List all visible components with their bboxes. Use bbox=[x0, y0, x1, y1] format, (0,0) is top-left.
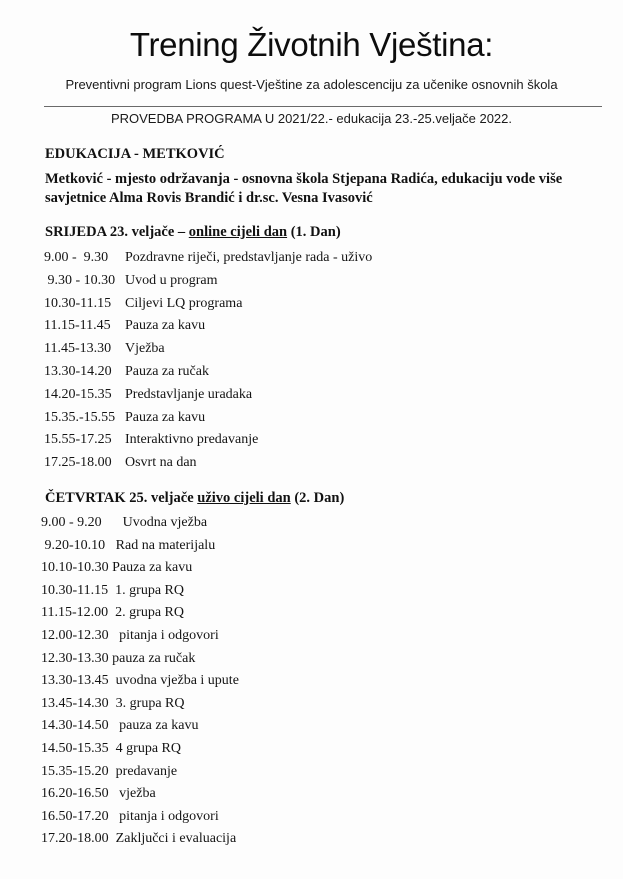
schedule-activity: uvodna vježba i upute bbox=[115, 673, 239, 689]
schedule-time: 10.30-11.15 bbox=[41, 582, 116, 598]
schedule-time: 12.00-12.30 bbox=[41, 627, 120, 643]
schedule-activity: Predstavljanje uradaka bbox=[125, 386, 253, 402]
schedule-row bbox=[41, 557, 239, 580]
schedule-row bbox=[41, 670, 239, 693]
day2-heading-prefix: ČETVRTAK 25. veljače bbox=[45, 490, 198, 506]
schedule-time: 16.20-16.50 bbox=[41, 786, 120, 802]
document-title: Trening Životnih Vještina: bbox=[129, 26, 494, 63]
schedule-time: 9.00 - 9.30 bbox=[44, 250, 109, 265]
schedule-time: 9.00 - 9.20 bbox=[41, 515, 123, 530]
education-heading: EDUKACIJA - METKOVIĆ bbox=[45, 146, 225, 162]
schedule-time: 13.45-14.30 bbox=[41, 695, 116, 711]
schedule-time: 15.35-15.20 bbox=[41, 763, 116, 779]
schedule-time: 9.20-10.10 bbox=[41, 537, 116, 553]
schedule-activity: Rad na materijalu bbox=[115, 537, 216, 553]
schedule-time: 13.30-13.45 bbox=[41, 673, 116, 689]
day1-heading-mode: online cijeli dan bbox=[188, 224, 288, 240]
schedule-time: 10.30-11.15 bbox=[44, 295, 112, 311]
schedule-row bbox=[41, 625, 239, 648]
schedule-activity: pitanja i odgovori bbox=[119, 627, 219, 643]
schedule-row bbox=[44, 407, 372, 430]
schedule-row bbox=[41, 693, 239, 716]
schedule-row bbox=[41, 806, 239, 829]
schedule-row bbox=[41, 512, 239, 535]
schedule-row bbox=[41, 828, 239, 851]
schedule-activity: Zaključci i evaluacija bbox=[115, 831, 237, 847]
schedule-activity: Uvodna vježba bbox=[122, 515, 208, 530]
schedule-row bbox=[44, 361, 372, 384]
schedule-activity: 2. grupa RQ bbox=[115, 605, 184, 621]
schedule-activity: Interaktivno predavanje bbox=[125, 432, 259, 448]
schedule-activity: Pauza za ručak bbox=[125, 363, 209, 379]
day2-heading bbox=[45, 490, 344, 507]
schedule-time: 9.30 - 10.30 bbox=[44, 272, 116, 288]
schedule-row bbox=[44, 293, 372, 316]
schedule-row bbox=[44, 247, 372, 270]
document-subtitle: Preventivni program Lions quest-Vještine za adolescenciju za učenike osnovnih škola bbox=[65, 77, 558, 92]
schedule-time: 17.25-18.00 bbox=[44, 455, 112, 471]
day2-heading-mode: uživo cijeli dan bbox=[197, 490, 291, 506]
schedule-time: 15.55-17.25 bbox=[44, 432, 112, 448]
schedule-row bbox=[41, 535, 239, 558]
schedule-activity: 3. grupa RQ bbox=[115, 695, 185, 711]
schedule-activity: Pozdravne riječi, predstavljanje rada - uživo bbox=[125, 250, 373, 265]
schedule-activity: vježba bbox=[119, 786, 156, 802]
day1-heading bbox=[45, 224, 341, 241]
schedule-row bbox=[44, 338, 372, 361]
schedule-row bbox=[44, 384, 372, 407]
schedule-activity: predavanje bbox=[115, 763, 178, 779]
day1-heading-prefix: SRIJEDA 23. veljače – bbox=[45, 224, 189, 240]
schedule-time: 16.50-17.20 bbox=[41, 808, 120, 824]
horizontal-divider bbox=[44, 106, 602, 107]
schedule-activity: Pauza za kavu bbox=[112, 560, 193, 576]
schedule-activity: Pauza za kavu bbox=[125, 409, 206, 425]
schedule-row bbox=[41, 648, 239, 671]
schedule-activity: pitanja i odgovori bbox=[119, 808, 219, 824]
education-intro: Metković - mjesto održavanja - osnovna škola Stjepana Radića, edukaciju vode više savjetnice Alma Rovis Brandić i dr.sc. Vesna Ivasović bbox=[45, 171, 563, 206]
schedule-activity: Vježba bbox=[125, 341, 165, 357]
schedule-activity: pauza za ručak bbox=[112, 650, 196, 666]
schedule-time: 14.20-15.35 bbox=[44, 386, 112, 402]
schedule-row bbox=[41, 761, 239, 784]
schedule-time: 10.10-10.30 bbox=[41, 560, 113, 576]
schedule-activity: Osvrt na dan bbox=[125, 455, 197, 471]
schedule-time: 14.30-14.50 bbox=[41, 718, 120, 734]
schedule-activity: 4 grupa RQ bbox=[115, 740, 181, 756]
schedule-row bbox=[41, 580, 239, 603]
day1-schedule bbox=[44, 247, 372, 475]
day2-schedule bbox=[41, 512, 239, 851]
schedule-time: 14.50-15.35 bbox=[41, 740, 116, 756]
implementation-line: PROVEDBA PROGRAMA U 2021/22.- edukacija 23.-25.veljače 2022. bbox=[110, 111, 513, 126]
schedule-row bbox=[41, 738, 239, 761]
schedule-row bbox=[44, 452, 372, 475]
schedule-time: 17.20-18.00 bbox=[41, 831, 116, 847]
schedule-row bbox=[41, 602, 239, 625]
schedule-time: 11.45-13.30 bbox=[44, 341, 112, 357]
schedule-time: 15.35.-15.55 bbox=[44, 409, 116, 425]
day2-heading-suffix: (2. Dan) bbox=[290, 490, 345, 506]
schedule-row bbox=[44, 429, 372, 452]
schedule-time: 12.30-13.30 bbox=[41, 650, 113, 666]
schedule-row bbox=[41, 783, 239, 806]
schedule-activity: pauza za kavu bbox=[119, 718, 199, 734]
schedule-row bbox=[41, 715, 239, 738]
schedule-time: 11.15-12.00 bbox=[41, 605, 116, 621]
schedule-row bbox=[44, 270, 372, 293]
schedule-activity: Pauza za kavu bbox=[125, 318, 206, 334]
schedule-activity: 1. grupa RQ bbox=[115, 582, 184, 598]
day1-heading-suffix: (1. Dan) bbox=[287, 224, 341, 240]
schedule-row bbox=[44, 315, 372, 338]
schedule-activity: Uvod u program bbox=[125, 272, 218, 288]
schedule-time: 13.30-14.20 bbox=[44, 363, 112, 379]
schedule-activity: Ciljevi LQ programa bbox=[125, 295, 243, 311]
schedule-time: 11.15-11.45 bbox=[44, 318, 111, 334]
